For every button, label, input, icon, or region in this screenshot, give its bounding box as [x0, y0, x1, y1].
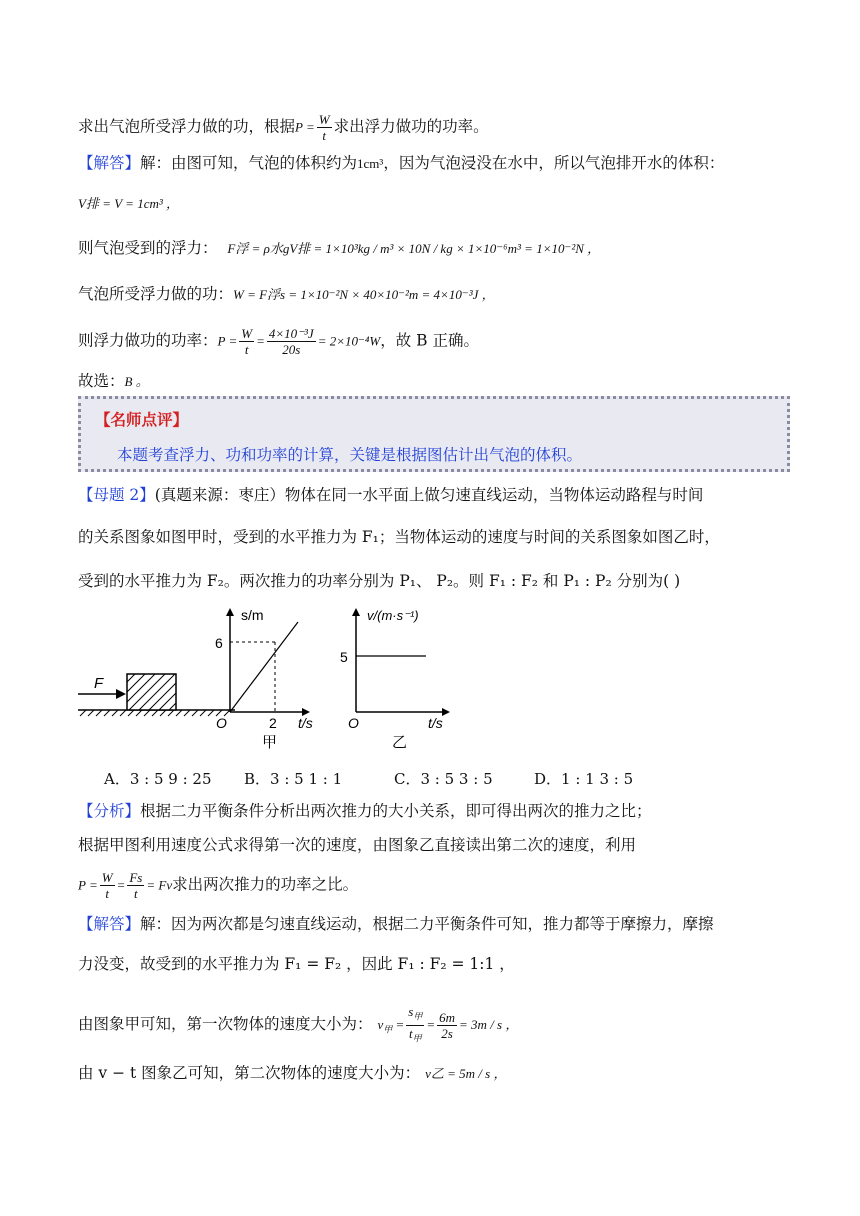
x-axis-label: t/s [428, 715, 443, 731]
text-line [78, 370, 149, 393]
s-t-line [230, 622, 298, 712]
fraction-s-t: $\frac{s_甲}{t_甲}$ [408, 1004, 423, 1044]
text-segment: ，因为气泡浸没在水中，所以气泡排开水的体积： [383, 154, 725, 172]
text-segment: 根据甲图利用速度公式求得第一次的速度，由图象乙直接读出第二次的速度，利用 [78, 836, 637, 854]
caption-yi: 乙 [392, 734, 408, 751]
origin-label: O [348, 715, 359, 731]
fraction-fs-t: $\frac{Fs}{t}$ [129, 870, 143, 901]
option-b[interactable] [244, 768, 394, 789]
answer-line [78, 1062, 506, 1085]
text-line [78, 112, 489, 143]
answer-line: 由图象甲可知，第一次物体的速度大小为： $v_甲$ = $\frac{s_甲}{t_甲}$ = $\frac{6m}{2s}$ = 3m / s ， [78, 1004, 518, 1046]
answer-tag: 【解答】 [78, 154, 141, 172]
fraction-w-over-t: $\frac{W}{t}$ [318, 112, 330, 143]
option-d[interactable] [534, 768, 633, 789]
formula-buoyancy: F浮 = ρ水gV排 = 1×10³kg / m³ × 10N / kg × 1×10⁻⁶m³ = 1×10⁻²N ， [227, 241, 601, 256]
text-line: 则浮力做功的功率：P = $\frac{W}{t}$ = $\frac{\text{4×10⁻³J}}{20s}$ = 2×10⁻⁴W，故 B 正确。 [78, 326, 479, 357]
text-segment: 的关系图象如图甲时，受到的水平推力为 F₁；当物体运动的速度与时间的关系图象如图乙时， [78, 528, 720, 546]
choice-answer: B 。 [124, 374, 149, 389]
text-segment: 则气泡受到的浮力： [78, 239, 218, 257]
formula-power-calc: P = [217, 333, 238, 349]
x-axis-label: t/s [298, 715, 313, 731]
text-segment: 求出两次推力的功率之比。 [172, 875, 359, 894]
speed-second: v乙 = 5m / s ， [425, 1066, 507, 1081]
analysis-line [78, 800, 652, 822]
analysis-line: P = $\frac{W}{t}$ = $\frac{Fs}{t}$ = Fv求出两次推力的功率之比。 [78, 870, 359, 901]
formula-volume: V排 = V = 1cm³ ， [78, 196, 179, 211]
text-segment: 根据二力平衡条件分析出两次推力的大小关系，即可得出两次的推力之比； [140, 802, 652, 820]
review-title: 【名师点评】 [95, 410, 189, 429]
fraction-value: $\frac{\text{4×10⁻³J}}{20s}$ [268, 326, 314, 357]
caption-jia: 甲 [262, 734, 278, 751]
text-line [78, 237, 600, 260]
text-segment: (真题来源：枣庄）物体在同一水平面上做匀速直线运动，当物体运动路程与时间 [154, 486, 704, 504]
option-text: 3 : 5 3 : 5 [420, 770, 493, 788]
text-segment: 故选： [78, 372, 125, 390]
problem-line [78, 484, 703, 506]
review-content: 本题考查浮力、功和功率的计算，关键是根据图估计出气泡的体积。 [117, 446, 583, 464]
force-label: F [94, 675, 104, 692]
problem-tag: 【母题 2】 [78, 486, 155, 504]
graph-jia [215, 607, 313, 751]
y-tick-label: 5 [340, 649, 348, 665]
text-segment: 由图象甲可知，第一次物体的速度大小为： [78, 1015, 373, 1034]
text-line [78, 283, 495, 306]
fraction-6m-2s: $\frac{6m}{2s}$ [439, 1009, 456, 1041]
teacher-review-box [78, 396, 790, 472]
option-letter: B． [244, 770, 271, 788]
speed-result: = 3m / s ， [459, 1017, 519, 1033]
text-segment: 求出气泡所受浮力做的功，根据 [78, 117, 296, 136]
option-a[interactable] [104, 768, 244, 789]
text-segment: 气泡所受浮力做的功： [78, 285, 234, 303]
text-segment: ，故 B 正确。 [380, 331, 479, 350]
analysis-line [78, 834, 636, 856]
option-letter: C． [394, 770, 421, 788]
option-text: 3 : 5 1 : 1 [270, 770, 343, 788]
text-segment: 求出浮力做功的功率。 [333, 117, 489, 136]
fraction-w-t: $\frac{W}{t}$ [241, 326, 253, 357]
fraction-w-t: $\frac{W}{t}$ [101, 870, 113, 901]
answer-line [78, 953, 515, 975]
problem-line [78, 570, 680, 592]
option-letter: D． [534, 770, 562, 788]
x-tick-label: 2 [269, 715, 277, 731]
y-axis-label: s/m [241, 607, 264, 623]
text-segment: 解：因为两次都是匀速直线运动，根据二力平衡条件可知，推力都等于摩擦力，摩擦 [140, 915, 714, 933]
text-segment: 由 v − t 图象乙可知，第二次物体的速度大小为： [78, 1064, 421, 1082]
problem-line [78, 526, 720, 548]
option-text: 3 : 5 9 : 25 [129, 770, 212, 788]
problem-figure [70, 600, 470, 760]
option-c[interactable] [394, 768, 534, 789]
graph-yi [340, 608, 450, 751]
answer-line [78, 913, 714, 935]
formula-line [78, 192, 179, 215]
text-line [78, 152, 724, 175]
text-segment: 力没变，故受到的水平推力为 F₁ = F₂ ，因此 F₁ : F₂ = 1:1 ， [78, 955, 515, 973]
formula-work: W = F浮s = 1×10⁻²N × 40×10⁻²m = 4×10⁻³J ， [233, 287, 495, 302]
option-letter: A． [104, 770, 130, 788]
y-tick-label: 6 [215, 635, 223, 651]
origin-label: O [216, 715, 227, 731]
text-segment: 受到的水平推力为 F₂。两次推力的功率分别为 P₁、 P₂。则 F₁ : F₂ 和 P₁ : P₂ 分别为( ) [78, 572, 681, 590]
options-row [104, 768, 633, 789]
option-text: 1 : 1 3 : 5 [561, 770, 634, 788]
text-segment: 则浮力做功的功率： [78, 331, 218, 350]
volume-value: 1cm³ [357, 156, 384, 171]
formula-power: P = [295, 119, 315, 135]
text-segment: 解：由图可知，气泡的体积约为 [140, 154, 358, 172]
analysis-tag: 【分析】 [78, 802, 141, 820]
answer-tag: 【解答】 [78, 915, 141, 933]
y-axis-label: v/(m·s⁻¹) [367, 608, 419, 623]
block-diagram [78, 674, 235, 716]
